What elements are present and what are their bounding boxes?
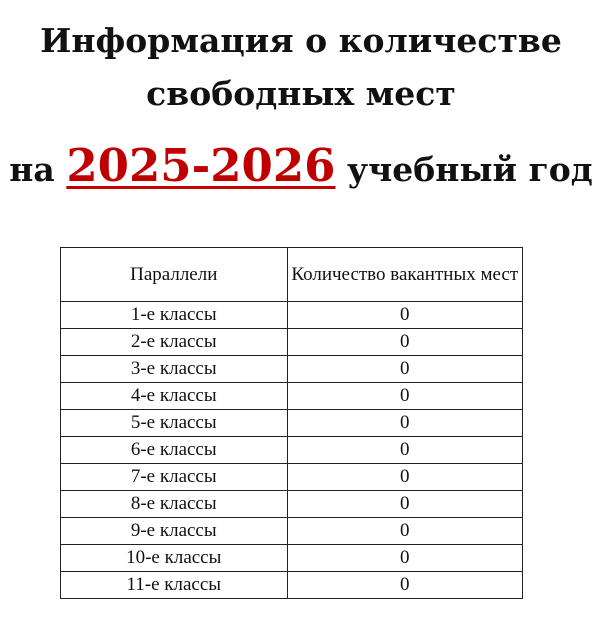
table-row: [61, 410, 523, 437]
grade-cell: 5-е классы: [61, 410, 288, 437]
vacancies-cell: 0: [287, 410, 523, 437]
vacancies-cell: 0: [287, 545, 523, 572]
grade-cell: 6-е классы: [61, 437, 288, 464]
table-row: [61, 356, 523, 383]
table-row: [61, 464, 523, 491]
grade-cell: 10-е классы: [61, 545, 288, 572]
grade-cell: 9-е классы: [61, 518, 288, 545]
table-row: [61, 383, 523, 410]
vacancies-cell: 0: [287, 329, 523, 356]
vacancies-cell: 0: [287, 572, 523, 599]
grade-cell: 8-е классы: [61, 491, 288, 518]
heading-line-3: [0, 138, 602, 198]
table-row: [61, 545, 523, 572]
grade-cell: 1-е классы: [61, 302, 288, 329]
vacancies-cell: 0: [287, 518, 523, 545]
table-row: [61, 302, 523, 329]
grade-cell: 2-е классы: [61, 329, 288, 356]
table-row: [61, 329, 523, 356]
heading-line-1: Информация о количестве: [40, 21, 562, 60]
header-grades: Параллели: [61, 248, 288, 302]
table-row: [61, 491, 523, 518]
grade-cell: 4-е классы: [61, 383, 288, 410]
table-row: [61, 572, 523, 599]
vacancies-cell: 0: [287, 464, 523, 491]
heading-line-2: свободных мест: [146, 74, 456, 113]
table-row: [61, 437, 523, 464]
heading-suffix: учебный год: [347, 150, 593, 189]
vacancies-cell: 0: [287, 437, 523, 464]
academic-year: 2025-2026: [66, 139, 336, 192]
grade-cell: 3-е классы: [61, 356, 288, 383]
vacancy-table: [60, 247, 523, 599]
grade-cell: 7-е классы: [61, 464, 288, 491]
grade-cell: 11-е классы: [61, 572, 288, 599]
table-row: [61, 518, 523, 545]
vacancies-cell: 0: [287, 302, 523, 329]
vacancies-cell: 0: [287, 356, 523, 383]
table-header-row: [61, 248, 523, 302]
vacancies-cell: 0: [287, 491, 523, 518]
heading-prefix: на: [9, 150, 55, 189]
vacancies-cell: 0: [287, 383, 523, 410]
header-vacancies: Количество вакантных мест: [287, 248, 523, 302]
